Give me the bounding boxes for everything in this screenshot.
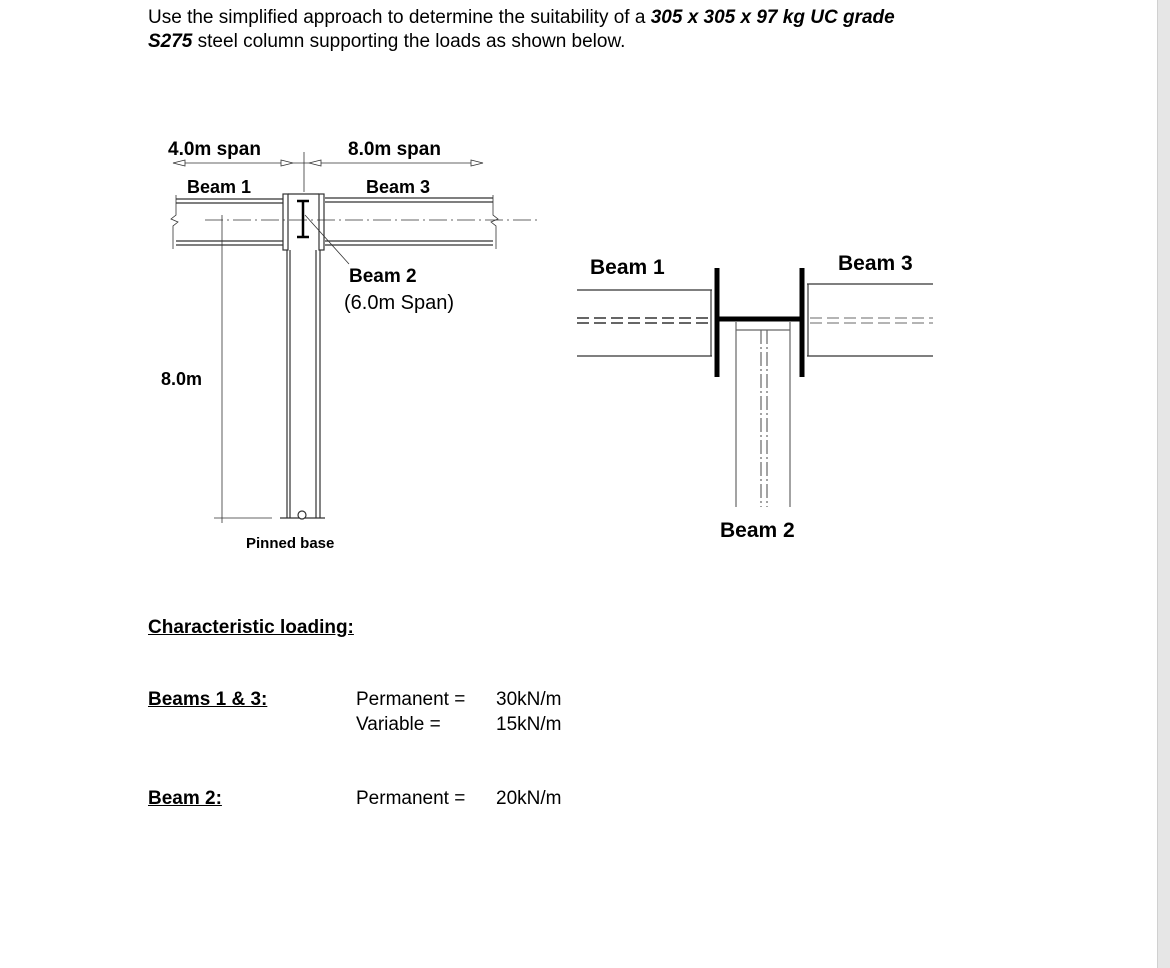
span-right-label: 8.0m span (348, 139, 441, 160)
span-left-label: 4.0m span (168, 139, 261, 160)
beam2-span-label: (6.0m Span) (344, 292, 455, 314)
steel-grade: S275 (148, 31, 193, 52)
loading-heading: Characteristic loading: (148, 617, 354, 638)
beam-2-label: Beam 2: (148, 788, 222, 809)
load-type: Variable = (356, 714, 441, 735)
load-type: Permanent = (356, 788, 466, 809)
plan-diagram (577, 268, 933, 507)
beam3-label: Beam 3 (366, 177, 431, 197)
beams-1-3-label: Beams 1 & 3: (148, 689, 268, 710)
intro-text-2: steel column supporting the loads as shown below. (192, 31, 626, 52)
plan-beam2-label: Beam 2 (720, 519, 795, 542)
plan-beam3-label: Beam 3 (838, 252, 913, 275)
beam1-label: Beam 1 (187, 177, 252, 197)
column-height-label: 8.0m (161, 369, 203, 389)
section-designation: 305 x 305 x 97 kg UC grade (650, 7, 895, 28)
intro-text: Use the simplified approach to determine the suitability of a (148, 7, 651, 28)
plan-beam1-label: Beam 1 (590, 256, 665, 279)
beam2-label: Beam 2 (349, 266, 417, 287)
elevation-diagram (171, 152, 540, 523)
load-value: 30kN/m (496, 689, 562, 710)
load-type: Permanent = (356, 689, 466, 710)
load-value: 15kN/m (496, 714, 562, 735)
load-value: 20kN/m (496, 788, 562, 809)
pinned-base-label: Pinned base (246, 535, 335, 552)
